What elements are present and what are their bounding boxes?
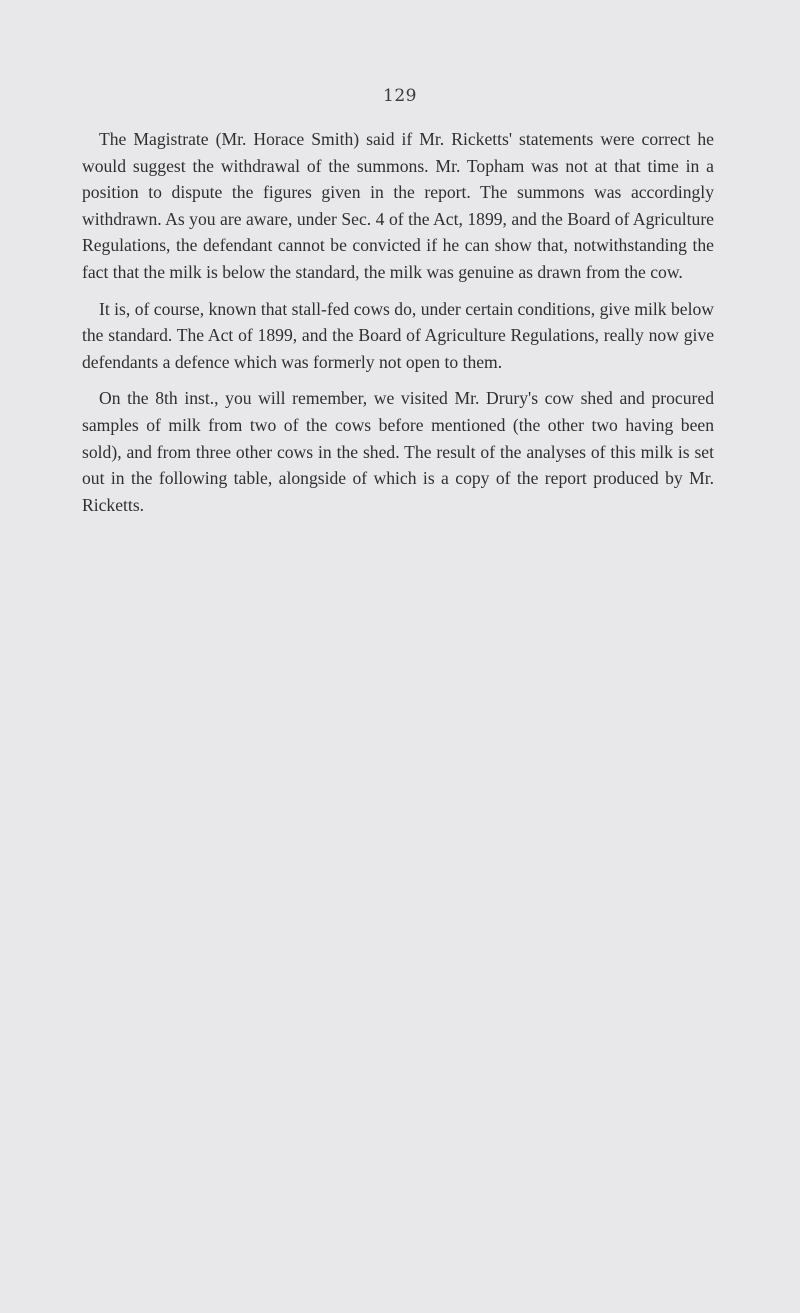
page-number: 129 <box>383 86 417 106</box>
paragraph-drury-samples: On the 8th inst., you will remember, we visited Mr. Drury's cow shed and procured samples of milk from two of the cows before mentioned (the other two having been sold), and from three other cows in the shed. The result of the analyses of this milk is set out in the following table, alongside of which is a copy of the report produced by Mr. Ricketts. <box>82 388 714 515</box>
paragraph-magistrate-withdrawal: The Magistrate (Mr. Horace Smith) said if Mr. Ricketts' statements were correct he would suggest the withdrawal of the summons. Mr. Topham was not at that time in a position to dispute the figures given in the report. The summons was accordingly withdrawn. As you are aware, under Sec. 4 of the Act, 1899, and the Board of Agriculture Regulations, the defendant cannot be convicted if he can show that, notwithstanding the fact that the milk is below the standard, the milk was genuine as drawn from the cow. <box>82 129 714 282</box>
paragraph-stall-fed-cows: It is, of course, known that stall-fed cows do, under certain conditions, give milk below the standard. The Act of 1899, and the Board of Agriculture Regulations, really now give defendants a defence which was formerly not open to them. <box>82 298 714 372</box>
body-text <box>82 126 714 528</box>
